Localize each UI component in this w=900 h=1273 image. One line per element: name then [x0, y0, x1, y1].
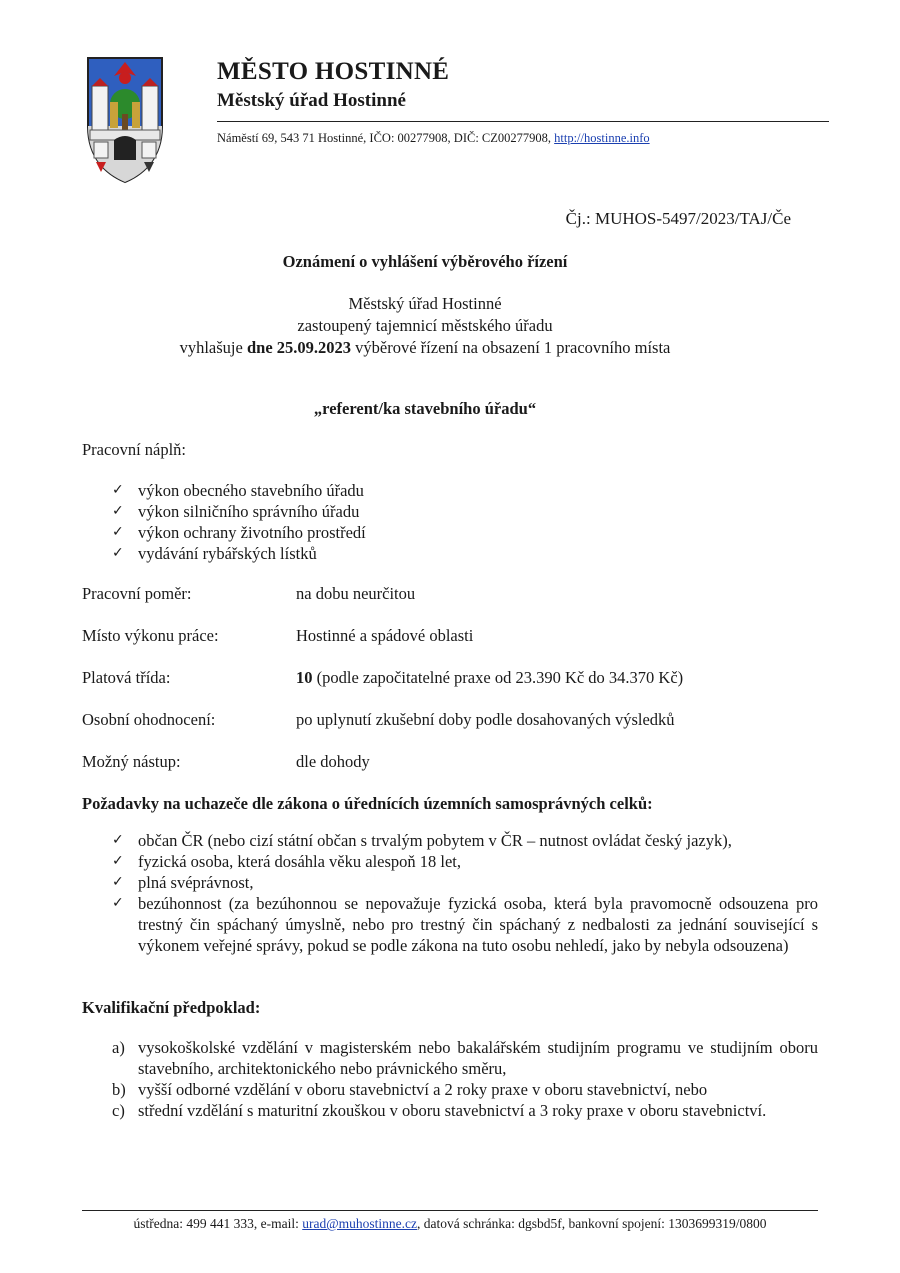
reference-number: Čj.: MUHOS-5497/2023/TAJ/Če	[565, 209, 791, 228]
announcer-line: Městský úřad Hostinné	[348, 294, 502, 313]
salary-class-number: 10	[296, 668, 313, 687]
checkmark-icon: ✓	[112, 545, 124, 561]
requirements-list	[112, 830, 818, 956]
start-date-value: dle dohody	[296, 752, 370, 771]
employment-type-value: na dobu neurčitou	[296, 584, 416, 603]
duties-list	[112, 480, 366, 564]
announcement-date-post: výběrové řízení na obsazení 1 pracovního místa	[351, 338, 671, 357]
duty-text: výkon ochrany životního prostředí	[138, 523, 366, 542]
coat-of-arms-icon	[84, 56, 166, 184]
list-item	[112, 501, 366, 522]
checkmark-icon: ✓	[112, 853, 124, 869]
duty-text: výkon obecného stavebního úřadu	[138, 481, 364, 500]
list-item	[112, 522, 366, 543]
workplace-label: Místo výkonu práce:	[82, 626, 219, 645]
qualification-list	[112, 1037, 818, 1121]
header-divider	[217, 121, 829, 122]
salary-range: (podle započitatelné praxe od 23.390 Kč do 34.370 Kč)	[312, 668, 684, 687]
office-name: Městský úřad Hostinné	[217, 90, 406, 111]
checkmark-icon: ✓	[112, 482, 124, 498]
footer-divider	[82, 1210, 818, 1211]
list-letter: c)	[112, 1101, 125, 1120]
requirement-text: fyzická osoba, která dosáhla věku alespoň 18 let,	[138, 852, 462, 871]
office-address	[217, 131, 650, 146]
qualification-text: vysokoškolské vzdělání v magisterském nebo bakalářském studijním programu ve studijním oboru stavebního, architektonického nebo právnického směru,	[138, 1038, 818, 1078]
requirement-text: bezúhonnost (za bezúhonnou se nepovažuje fyzická osoba, která byla pravomocně odsouzena pro trestný čin spáchaný úmyslně, nebo pro trestný čin spáchaný z nedbalosti za jednání související s výkonem veřejné správy, pokud se podle zákona na tuto osobu nehledí, jako by nebyla odsouzena)	[138, 894, 818, 955]
employment-type-label: Pracovní poměr:	[82, 584, 192, 603]
announcement-date-pre: vyhlašuje	[179, 338, 247, 357]
checkmark-icon: ✓	[112, 503, 124, 519]
address-text: Náměstí 69, 543 71 Hostinné, IČO: 00277908, DIČ: CZ00277908,	[217, 131, 555, 145]
requirement-text: plná svéprávnost,	[138, 873, 254, 892]
represented-by-line: zastoupený tajemnicí městského úřadu	[297, 316, 553, 335]
list-item	[112, 872, 818, 893]
salary-class-value	[296, 668, 683, 688]
checkmark-icon: ✓	[112, 874, 124, 890]
list-item	[112, 480, 366, 501]
position-title: „referent/ka stavebního úřadu“	[313, 399, 537, 418]
checkmark-icon: ✓	[112, 524, 124, 540]
qualification-text: střední vzdělání s maturitní zkouškou v oboru stavebnictví a 3 roky praxe v oboru stavebnictví.	[138, 1101, 767, 1120]
list-item	[112, 1079, 818, 1100]
list-letter: a)	[112, 1038, 125, 1057]
announcement-date: dne 25.09.2023	[246, 338, 352, 357]
personal-bonus-value: po uplynutí zkušební doby podle dosahovaných výsledků	[296, 710, 675, 729]
qualification-heading: Kvalifikační předpoklad:	[82, 998, 261, 1017]
list-letter: b)	[112, 1080, 126, 1099]
list-item	[112, 1037, 818, 1079]
requirements-heading: Požadavky na uchazeče dle zákona o úřednících územních samosprávných celků:	[82, 794, 653, 813]
salary-class-label: Platová třída:	[82, 668, 171, 687]
list-item	[112, 543, 366, 564]
duties-label: Pracovní náplň:	[82, 440, 187, 459]
qualification-text: vyšší odborné vzdělání v oboru stavebnictví a 2 roky praxe v oboru stavebnictví, nebo	[138, 1080, 708, 1099]
email-link[interactable]: urad@muhostinne.cz	[302, 1216, 418, 1231]
website-link[interactable]: http://hostinne.info	[554, 131, 650, 145]
list-item	[112, 893, 818, 956]
announcement-title: Oznámení o vyhlášení výběrového řízení	[282, 252, 568, 271]
list-item	[112, 851, 818, 872]
requirement-text: občan ČR (nebo cizí státní občan s trvalým pobytem v ČR – nutnost ovládat český jazyk),	[138, 831, 732, 850]
duty-text: výkon silničního správního úřadu	[138, 502, 360, 521]
city-name: MĚSTO HOSTINNÉ	[217, 58, 450, 85]
list-item	[112, 830, 818, 851]
list-item	[112, 1100, 818, 1121]
footer-contacts	[0, 1216, 900, 1232]
start-date-label: Možný nástup:	[82, 752, 181, 771]
footer-bank: , datová schránka: dgsbd5f, bankovní spojení: 1303699319/0800	[417, 1216, 767, 1231]
announcement-date-line	[0, 338, 850, 358]
checkmark-icon: ✓	[112, 832, 124, 848]
footer-phone: ústředna: 499 441 333, e-mail:	[133, 1216, 303, 1231]
personal-bonus-label: Osobní ohodnocení:	[82, 710, 216, 729]
workplace-value: Hostinné a spádové oblasti	[296, 626, 474, 645]
checkmark-icon: ✓	[112, 895, 124, 911]
duty-text: vydávání rybářských lístků	[138, 544, 317, 563]
